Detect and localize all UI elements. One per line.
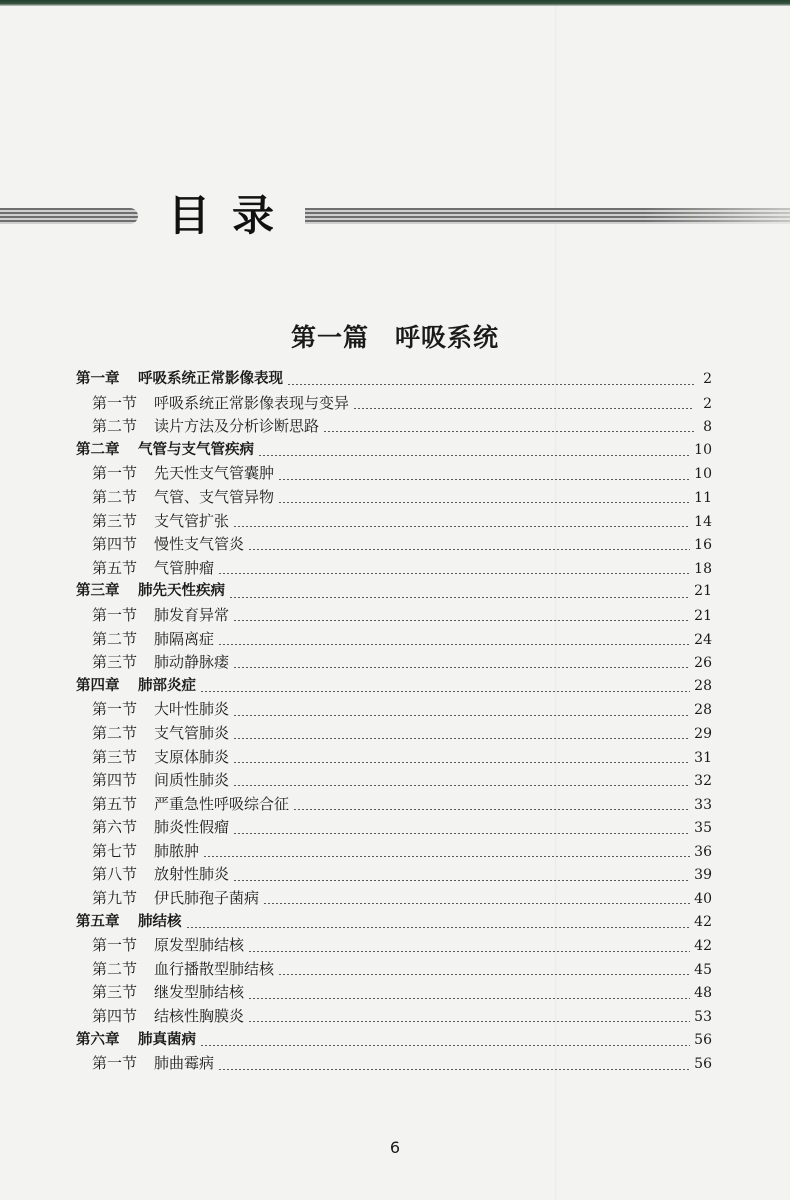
toc-entry-page: 45 (694, 961, 712, 978)
toc-entry-number: 第一节 (92, 605, 138, 624)
toc-entry-title: 原发型肺结核 (154, 936, 245, 955)
toc-entry-title: 肺真菌病 (138, 1031, 196, 1048)
toc-entry-number: 第六章 (76, 1031, 120, 1048)
toc-section-row (76, 651, 712, 675)
toc-entry-number: 第八节 (92, 865, 138, 884)
toc-entry-title: 先天性支气管囊肿 (154, 464, 275, 483)
toc-entry-number: 第五章 (76, 913, 120, 930)
toc-entry-number: 第五节 (92, 558, 138, 577)
part-title: 第一篇 呼吸系统 (290, 323, 499, 352)
toc-entry-number: 第三节 (92, 983, 138, 1002)
toc-entry-page: 16 (694, 537, 712, 554)
toc-section-row (76, 557, 712, 581)
toc-dot-leader (248, 951, 690, 952)
toc-entry-page: 24 (694, 631, 712, 648)
toc-entry-number: 第一节 (92, 936, 138, 955)
toc-section-row (76, 958, 712, 982)
toc-entry-page: 40 (694, 891, 712, 908)
toc-entry-number: 第五节 (92, 794, 138, 813)
toc-section-row (76, 887, 712, 911)
toc-entry-page: 29 (694, 725, 712, 742)
toc-entry-title: 气管、支气管异物 (154, 487, 275, 506)
toc-section-row (76, 1005, 712, 1029)
toc-entry-title: 伊氏肺孢子菌病 (154, 889, 260, 908)
toc-entry-number: 第一节 (92, 1054, 138, 1073)
toc-entry-number: 第一章 (76, 371, 120, 387)
table-of-contents (76, 368, 712, 1076)
toc-entry-page: 32 (694, 773, 712, 790)
header-bar-right (305, 208, 790, 224)
toc-dot-leader (263, 903, 690, 904)
toc-entry-number: 第二节 (92, 959, 138, 978)
toc-section-row (76, 840, 712, 864)
toc-dot-leader (203, 856, 690, 857)
toc-entry-page: 42 (694, 938, 712, 955)
toc-dot-leader (200, 1045, 690, 1046)
toc-entry-page: 26 (694, 655, 712, 672)
toc-entry-title: 慢性支气管炎 (154, 535, 245, 554)
toc-dot-leader (186, 927, 691, 928)
toc-entry-page: 36 (694, 843, 712, 860)
toc-entry-title: 读片方法及分析诊断思路 (154, 417, 320, 436)
toc-entry-page: 2 (703, 371, 712, 387)
toc-entry-number: 第六节 (92, 818, 138, 837)
toc-header (0, 188, 790, 244)
toc-entry-page: 42 (694, 913, 712, 930)
toc-section-row (76, 392, 712, 416)
toc-dot-leader (258, 455, 690, 456)
toc-entry-title: 肺动静脉瘘 (154, 653, 230, 672)
toc-entry-title: 大叶性肺炎 (154, 700, 230, 719)
toc-chapter-row (76, 1029, 712, 1053)
toc-section-row (76, 863, 712, 887)
toc-section-row (76, 604, 712, 628)
toc-entry-page: 18 (694, 560, 712, 577)
toc-entry-page: 14 (694, 513, 712, 530)
toc-entry-title: 结核性胸膜炎 (154, 1007, 245, 1026)
toc-entry-page: 39 (694, 867, 712, 884)
toc-entry-title: 间质性肺炎 (154, 771, 230, 790)
header-bar-left (0, 208, 138, 224)
page-number: 6 (389, 1138, 401, 1157)
toc-entry-title: 肺结核 (138, 913, 182, 930)
toc-dot-leader (248, 998, 690, 999)
toc-entry-title: 肺发育异常 (154, 605, 230, 624)
toc-entry-number: 第四章 (76, 677, 120, 694)
toc-entry-page: 10 (694, 466, 712, 483)
toc-dot-leader (233, 526, 690, 527)
toc-dot-leader (218, 1069, 690, 1070)
toc-entry-number: 第九节 (92, 889, 138, 908)
toc-section-row (76, 698, 712, 722)
toc-entry-number: 第七节 (92, 841, 138, 860)
toc-dot-leader (218, 644, 690, 645)
toc-dot-leader (233, 738, 690, 739)
page-top-edge (0, 0, 790, 6)
toc-section-row (76, 981, 712, 1005)
toc-entry-number: 第二章 (76, 441, 120, 458)
toc-entry-title: 支气管肺炎 (154, 723, 230, 742)
toc-section-row (76, 746, 712, 770)
toc-entry-title: 气管与支气管疾病 (138, 441, 254, 458)
toc-chapter-row (76, 439, 712, 463)
toc-entry-page: 28 (694, 677, 712, 694)
toc-section-row (76, 1052, 712, 1076)
toc-entry-number: 第二节 (92, 723, 138, 742)
toc-entry-title: 呼吸系统正常影像表现与变异 (154, 393, 350, 412)
toc-entry-page: 8 (703, 419, 712, 436)
toc-entry-page: 56 (694, 1031, 712, 1048)
toc-entry-title: 呼吸系统正常影像表现 (138, 371, 283, 387)
toc-entry-title: 支原体肺炎 (154, 747, 230, 766)
toc-entry-number: 第四节 (92, 771, 138, 790)
toc-entry-number: 第二节 (92, 629, 138, 648)
toc-dot-leader (229, 597, 690, 598)
toc-entry-page: 33 (694, 796, 712, 813)
toc-dot-leader (248, 549, 690, 550)
toc-chapter-row (76, 675, 712, 699)
toc-entry-page: 48 (694, 985, 712, 1002)
toc-dot-leader (233, 715, 690, 716)
toc-entry-title: 血行播散型肺结核 (154, 959, 275, 978)
toc-entry-page: 21 (694, 583, 712, 600)
toc-entry-page: 10 (694, 441, 712, 458)
toc-dot-leader (233, 620, 690, 621)
toc-entry-title: 支气管扩张 (154, 511, 230, 530)
toc-entry-number: 第二节 (92, 417, 138, 436)
toc-section-row (76, 510, 712, 534)
toc-dot-leader (278, 502, 690, 503)
toc-dot-leader (233, 833, 690, 834)
toc-section-row (76, 816, 712, 840)
toc-entry-page: 28 (694, 702, 712, 719)
toc-chapter-row (76, 368, 712, 392)
toc-entry-number: 第四节 (92, 1007, 138, 1026)
toc-section-row (76, 462, 712, 486)
toc-entry-number: 第一节 (92, 393, 138, 412)
toc-entry-number: 第一节 (92, 700, 138, 719)
toc-section-row (76, 628, 712, 652)
toc-dot-leader (248, 1021, 690, 1022)
toc-entry-title: 肺脓肿 (154, 841, 200, 860)
toc-chapter-row (76, 911, 712, 935)
toc-dot-leader (353, 408, 694, 409)
toc-entry-number: 第三节 (92, 511, 138, 530)
toc-entry-page: 11 (694, 489, 712, 506)
toc-entry-number: 第三节 (92, 653, 138, 672)
toc-entry-title: 放射性肺炎 (154, 865, 230, 884)
toc-entry-page: 35 (694, 820, 712, 837)
toc-entry-title: 肺先天性疾病 (138, 583, 225, 600)
toc-entry-number: 第三节 (92, 747, 138, 766)
toc-entry-page: 2 (703, 395, 712, 412)
toc-entry-number: 第三章 (76, 583, 120, 600)
toc-entry-title: 肺曲霉病 (154, 1054, 215, 1073)
toc-entry-number: 第四节 (92, 535, 138, 554)
toc-entry-page: 56 (694, 1056, 712, 1073)
toc-dot-leader (293, 809, 690, 810)
toc-dot-leader (233, 880, 690, 881)
toc-entry-title: 继发型肺结核 (154, 983, 245, 1002)
toc-section-row (76, 769, 712, 793)
toc-entry-page: 21 (694, 607, 712, 624)
toc-section-row (76, 415, 712, 439)
toc-entry-title: 严重急性呼吸综合征 (154, 794, 290, 813)
toc-dot-leader (278, 479, 690, 480)
toc-dot-leader (200, 691, 690, 692)
toc-entry-number: 第二节 (92, 487, 138, 506)
toc-entry-title: 肺隔离症 (154, 629, 215, 648)
toc-entry-title: 肺部炎症 (138, 677, 196, 694)
toc-dot-leader (287, 384, 694, 385)
toc-dot-leader (323, 431, 694, 432)
toc-dot-leader (233, 785, 690, 786)
toc-entry-title: 肺炎性假瘤 (154, 818, 230, 837)
toc-entry-page: 31 (694, 749, 712, 766)
toc-chapter-row (76, 580, 712, 604)
toc-section-row (76, 793, 712, 817)
toc-dot-leader (218, 573, 690, 574)
toc-entry-number: 第一节 (92, 464, 138, 483)
toc-section-row (76, 722, 712, 746)
toc-title: 目录 (168, 191, 297, 240)
toc-dot-leader (233, 667, 690, 668)
toc-section-row (76, 486, 712, 510)
toc-dot-leader (233, 762, 690, 763)
toc-entry-title: 气管肿瘤 (154, 558, 215, 577)
toc-section-row (76, 533, 712, 557)
toc-entry-page: 53 (694, 1009, 712, 1026)
toc-section-row (76, 934, 712, 958)
toc-dot-leader (278, 974, 690, 975)
